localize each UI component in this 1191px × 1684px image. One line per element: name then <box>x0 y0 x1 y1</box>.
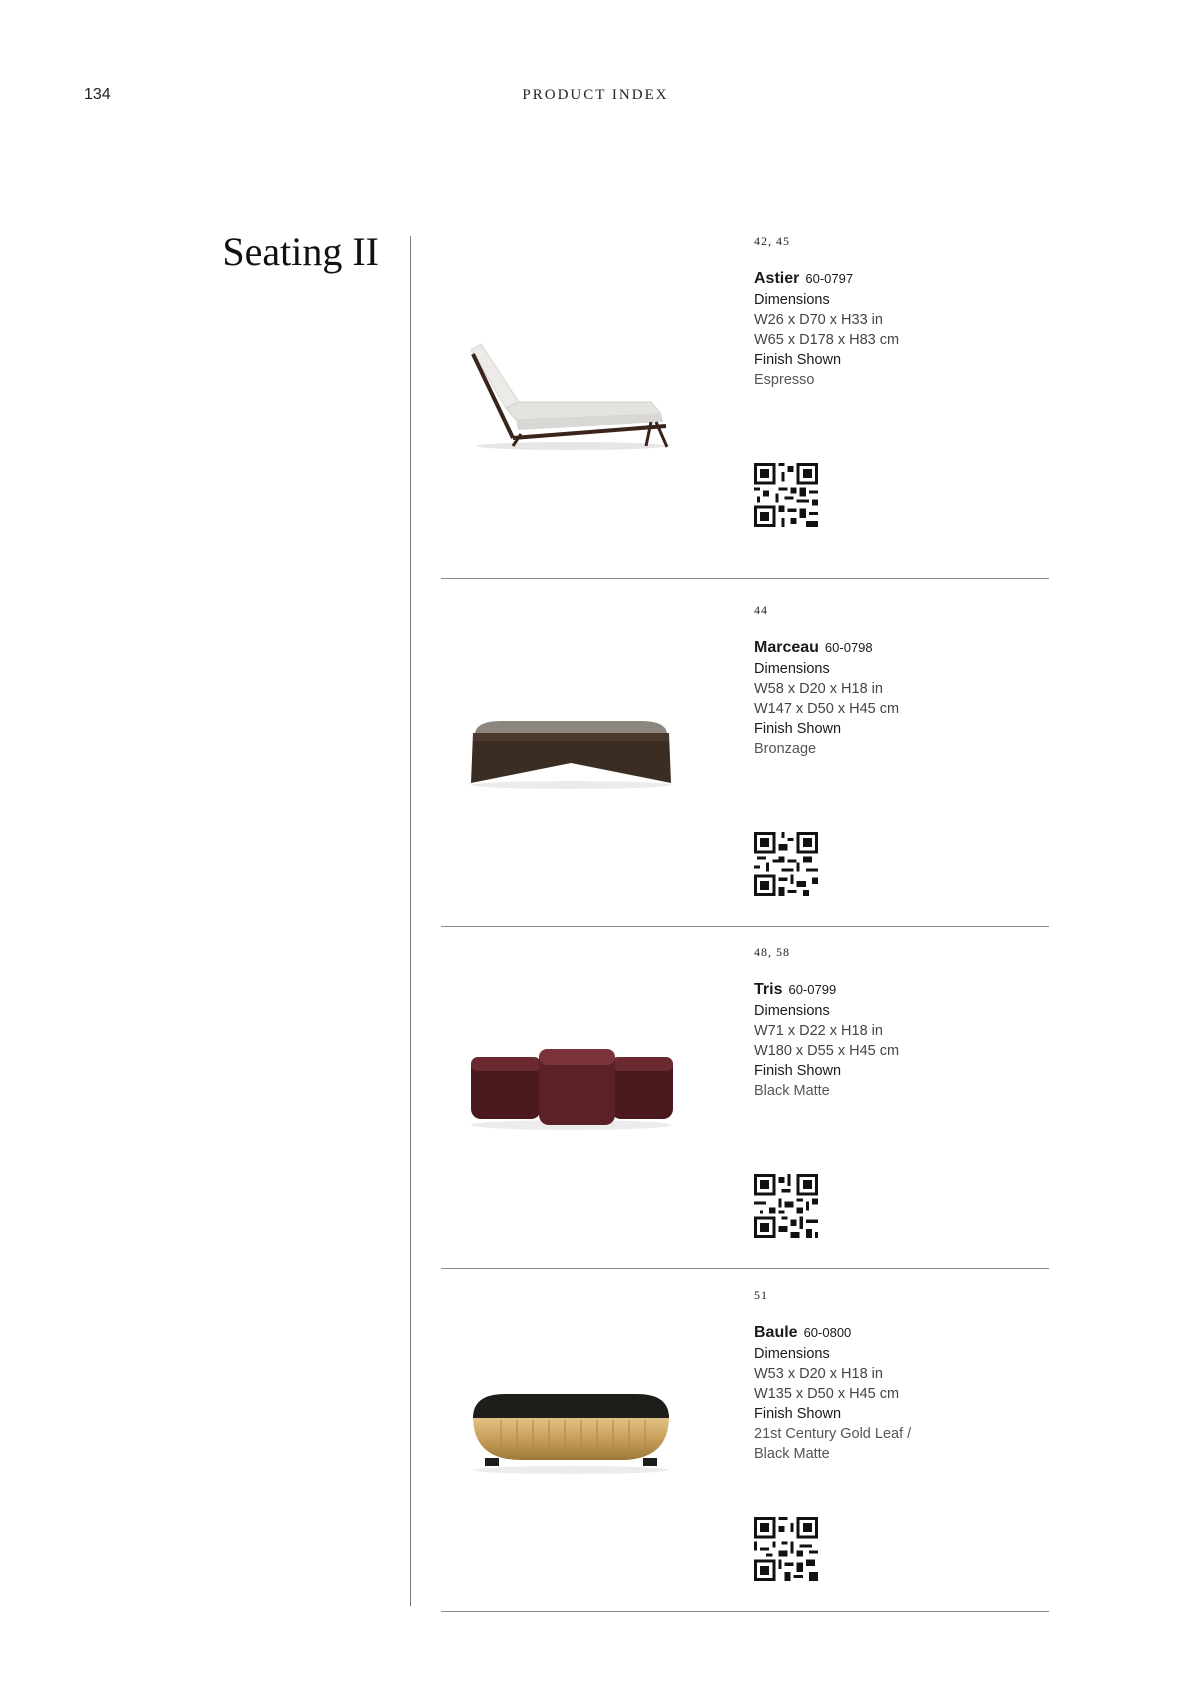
dimensions-cm: W135 x D50 x H45 cm <box>754 1386 900 1402</box>
product-code: 60-0799 <box>788 982 837 997</box>
finish-value: 21st Century Gold Leaf / <box>754 1426 912 1442</box>
finish-label: Finish Shown <box>754 721 842 737</box>
product-entry-baule <box>441 1286 1049 1612</box>
dimensions-label: Dimensions <box>754 1003 830 1019</box>
page-references: 44 <box>754 603 768 617</box>
dimensions-inches: W26 x D70 x H33 in <box>754 312 883 328</box>
product-name: Astier <box>754 270 800 287</box>
product-entry-astier <box>441 232 1049 579</box>
dimensions-cm: W65 x D178 x H83 cm <box>754 332 900 348</box>
section-title: Seating II <box>222 229 379 274</box>
product-info <box>754 979 899 1101</box>
bench-image <box>461 711 681 791</box>
qr-code-icon[interactable] <box>754 463 818 527</box>
product-info <box>754 268 899 390</box>
product-code: 60-0800 <box>803 1325 852 1340</box>
product-code: 60-0797 <box>805 271 854 286</box>
dimensions-cm: W180 x D55 x H45 cm <box>754 1043 900 1059</box>
running-title: PRODUCT INDEX <box>522 87 669 103</box>
qr-code-icon[interactable] <box>754 832 818 896</box>
product-name: Baule <box>754 1324 798 1341</box>
product-info <box>754 1322 911 1464</box>
finish-value-secondary: Black Matte <box>754 1446 830 1462</box>
qr-code-icon[interactable] <box>754 1517 818 1581</box>
product-info <box>754 637 899 759</box>
finish-label: Finish Shown <box>754 1063 842 1079</box>
finish-label: Finish Shown <box>754 352 842 368</box>
finish-label: Finish Shown <box>754 1406 842 1422</box>
finish-value: Bronzage <box>754 741 817 757</box>
product-code: 60-0798 <box>824 640 873 655</box>
chaise-longue-image <box>461 342 681 452</box>
page-number: 134 <box>84 86 111 103</box>
pouf-set-image <box>461 1043 681 1133</box>
finish-value: Black Matte <box>754 1083 830 1099</box>
product-name: Tris <box>754 981 783 998</box>
dimensions-inches: W53 x D20 x H18 in <box>754 1366 883 1382</box>
product-entry-marceau <box>441 601 1049 927</box>
qr-code-icon[interactable] <box>754 1174 818 1238</box>
page-references: 42, 45 <box>754 234 790 248</box>
dimensions-label: Dimensions <box>754 292 830 308</box>
product-entry-tris <box>441 943 1049 1269</box>
vertical-divider <box>410 236 411 1606</box>
page-references: 48, 58 <box>754 945 790 959</box>
product-name: Marceau <box>754 639 819 656</box>
dimensions-inches: W58 x D20 x H18 in <box>754 681 883 697</box>
dimensions-label: Dimensions <box>754 1346 830 1362</box>
dimensions-cm: W147 x D50 x H45 cm <box>754 701 900 717</box>
page-references: 51 <box>754 1288 768 1302</box>
dimensions-inches: W71 x D22 x H18 in <box>754 1023 883 1039</box>
finish-value: Espresso <box>754 372 815 388</box>
dimensions-label: Dimensions <box>754 661 830 677</box>
ottoman-image <box>461 1386 681 1476</box>
